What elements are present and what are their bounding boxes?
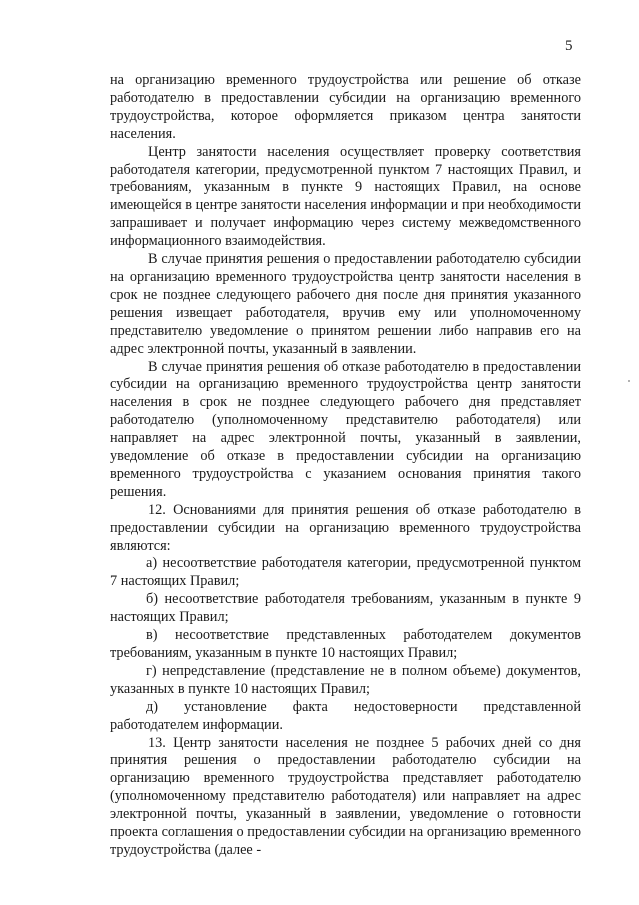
paragraph-item-12: 12. Основаниями для принятия решения об отказе работодателю в предоставлении субсидии на организацию временного трудоустройства являются: — [110, 501, 581, 554]
list-item-b: б) несоответствие работодателя требованиям, указанным в пункте 9 настоящих Правил; — [110, 591, 581, 626]
list-item-g: г) непредставление (представление не в полном объеме) документов, указанных в пункте 10 настоящих Правил; — [110, 662, 581, 697]
paragraph-approval-notice: В случае принятия решения о предоставлении работодателю субсидии на организацию временного трудоустройства центр занятости населения в срок не позднее следующего рабочего дня после дня принятия указанного решения извещает работодателя, вручив ему или уполномоченному представителю уведомление о принятом решении либо направив его на адрес электронной почты, указанный в заявлении. — [110, 251, 581, 357]
scan-speck — [628, 380, 630, 382]
document-body — [110, 72, 581, 860]
list-item-v: в) несоответствие представленных работодателем документов требованиям, указанным в пункте 10 настоящих Правил; — [110, 627, 581, 661]
page-number: 5 — [565, 38, 573, 54]
paragraph-item-13: 13. Центр занятости населения не позднее 5 рабочих дней со дня принятия решения о предоставлении работодателю субсидии на организацию временного трудоустройства представляет работодателю (уполномоченному представителю работодателя) или направляет на адрес электронной почты, указанный в заявлении, уведомление о готовности проекта соглашения о предоставлении субсидии на организацию временного трудоустройства (далее - — [110, 734, 581, 858]
paragraph-continuation: на организацию временного трудоустройства или решение об отказе работодателю в предоставлении субсидии на организацию временного трудоустройства, которое оформляется приказом центра занятости населения. — [110, 72, 581, 142]
paragraph-refusal-notice: В случае принятия решения об отказе работодателю в предоставлении субсидии на организацию временного трудоустройства центр занятости населения в срок не позднее следующего рабочего дня представляет работодателю (уполномоченному представителю работодателя) или направляет на адрес электронной почты, указанный в заявлении, уведомление об отказе в предоставлении субсидии на организацию временного трудоустройства с указанием основания принятия такого решения. — [110, 358, 581, 500]
paragraph-verification: Центр занятости населения осуществляет проверку соответствия работодателя категории, предусмотренной пунктом 7 настоящих Правил, и требованиям, указанным в пункте 9 настоящих Правил, на основе имеющейся в центре занятости населения информации и при необходимости запрашивает и получает информацию через систему межведомственного информационного взаимодействия. — [110, 143, 581, 250]
list-item-a: а) несоответствие работодателя категории, предусмотренной пунктом 7 настоящих Правил; — [110, 555, 581, 590]
list-item-d: д) установление факта недостоверности представленной работодателем информации. — [110, 698, 581, 733]
